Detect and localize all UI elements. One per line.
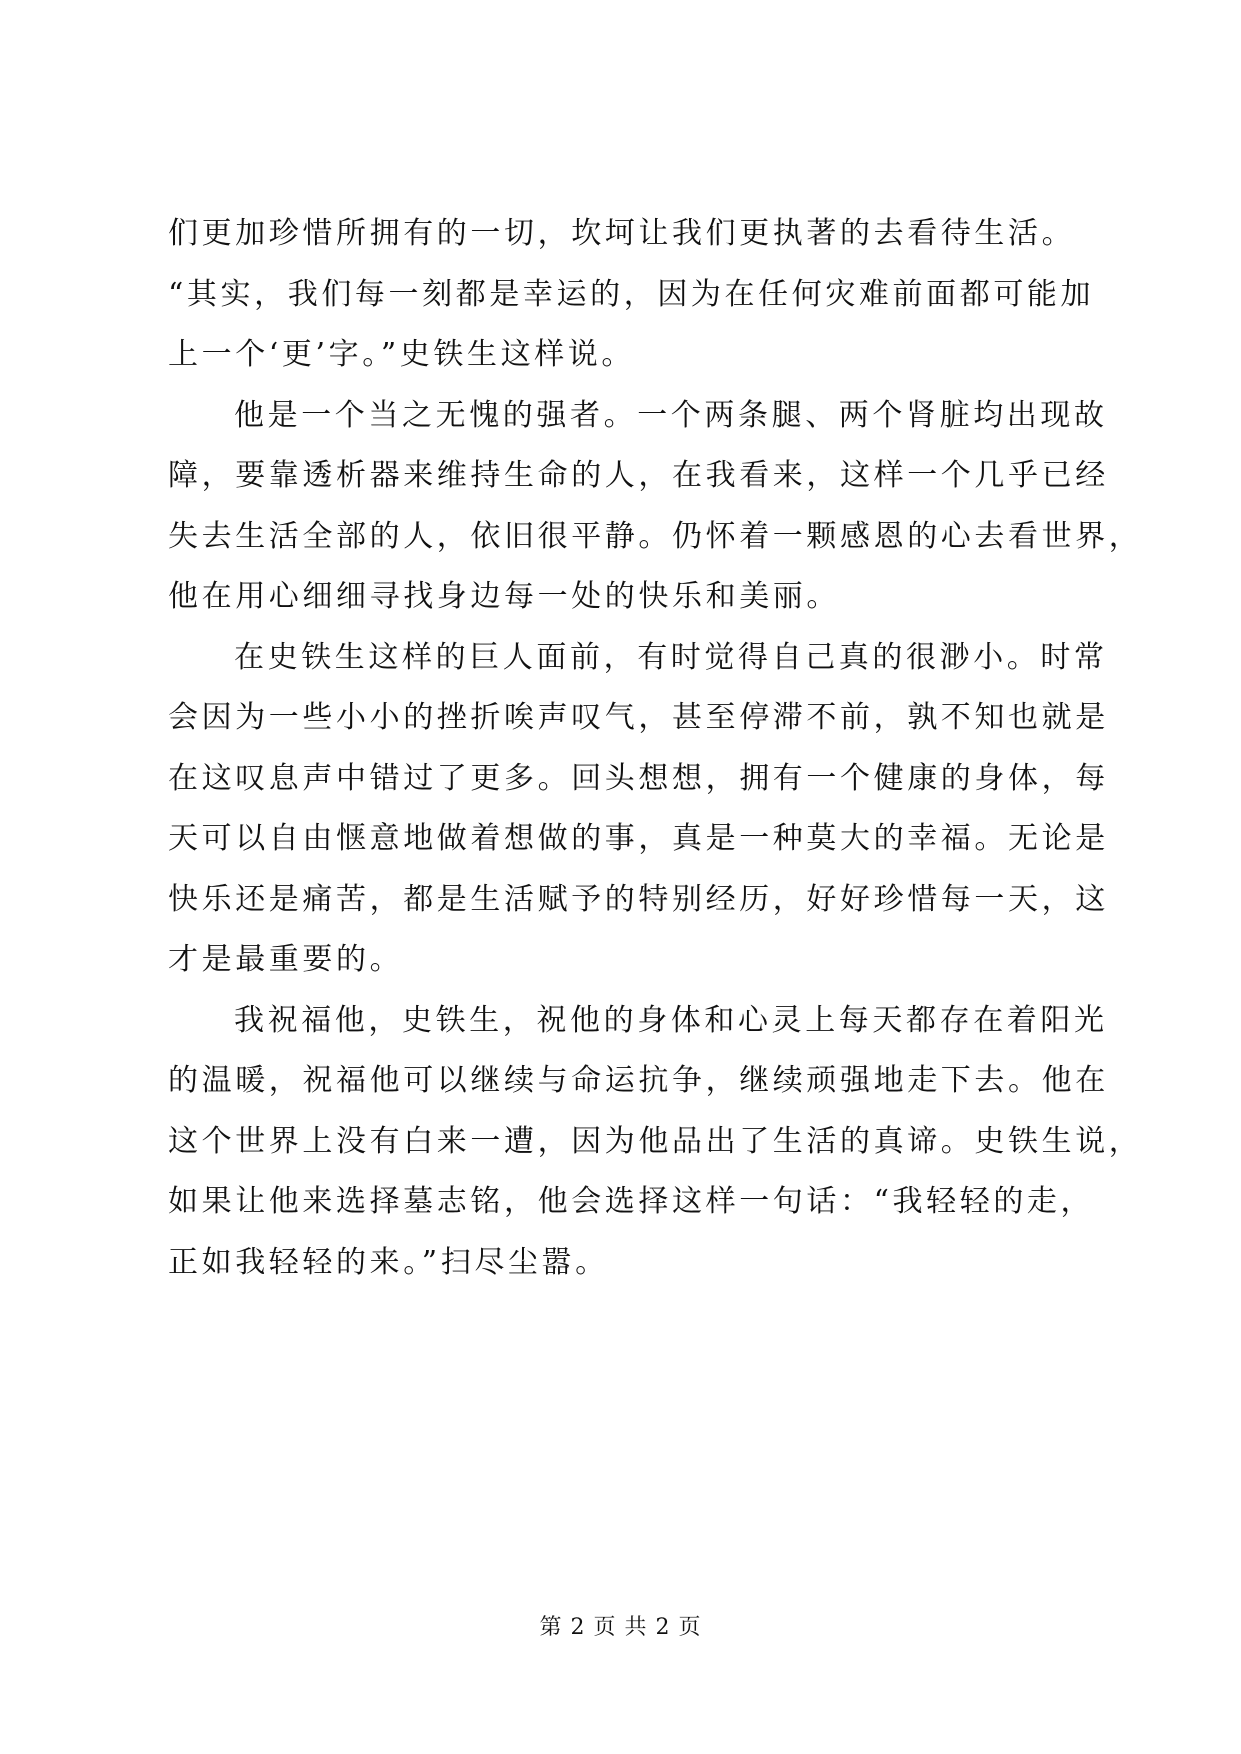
paragraph-first-line: 他是一个当之无愧的强者。一个两条腿、两个肾脏均出现故 — [234, 397, 1108, 433]
text-line: 正如我轻轻的来。”扫尽尘嚣。 — [168, 1244, 609, 1280]
text-line: 天可以自由惬意地做着想做的事，真是一种莫大的幸福。无论是 — [168, 821, 1109, 856]
text-line: 们更加珍惜所拥有的一切，坎坷让我们更执著的去看待生活。 — [168, 216, 1076, 251]
text-line: 在这叹息声中错过了更多。回头想想，拥有一个健康的身体，每 — [168, 760, 1109, 796]
text-line: 这个世界上没有白来一遭，因为他品出了生活的真谛。史铁生说， — [168, 1123, 1143, 1159]
text-line: 失去生活全部的人，依旧很平静。仍怀着一颗感恩的心去看世界， — [168, 518, 1143, 554]
text-line: 才是最重要的。 — [168, 942, 404, 977]
page-number-footer: 第 2 页 共 2 页 — [539, 1615, 702, 1640]
paragraph-first-line: 我祝福他，史铁生，祝他的身体和心灵上每天都存在着阳光 — [234, 1002, 1108, 1038]
text-line: 他在用心细细寻找身边每一处的快乐和美丽。 — [168, 579, 840, 614]
paragraph-first-line: 在史铁生这样的巨人面前，有时觉得自己真的很渺小。时常 — [234, 639, 1108, 675]
text-line: “其实，我们每一刻都是幸运的，因为在任何灾难前面都可能加 — [168, 276, 1095, 312]
text-line: 快乐还是痛苦，都是生活赋予的特别经历，好好珍惜每一天，这 — [168, 881, 1109, 917]
body-text — [168, 204, 1143, 1293]
text-line: 的温暖，祝福他可以继续与命运抗争，继续顽强地走下去。他在 — [168, 1063, 1109, 1098]
text-line: 上一个‘更’字。”史铁生这样说。 — [168, 337, 636, 372]
text-line: 障，要靠透析器来维持生命的人，在我看来，这样一个几乎已经 — [168, 458, 1109, 493]
text-line: 会因为一些小小的挫折唉声叹气，甚至停滞不前，孰不知也就是 — [168, 700, 1109, 735]
text-line: 如果让他来选择墓志铭，他会选择这样一句话：“我轻轻的走， — [168, 1184, 1095, 1219]
